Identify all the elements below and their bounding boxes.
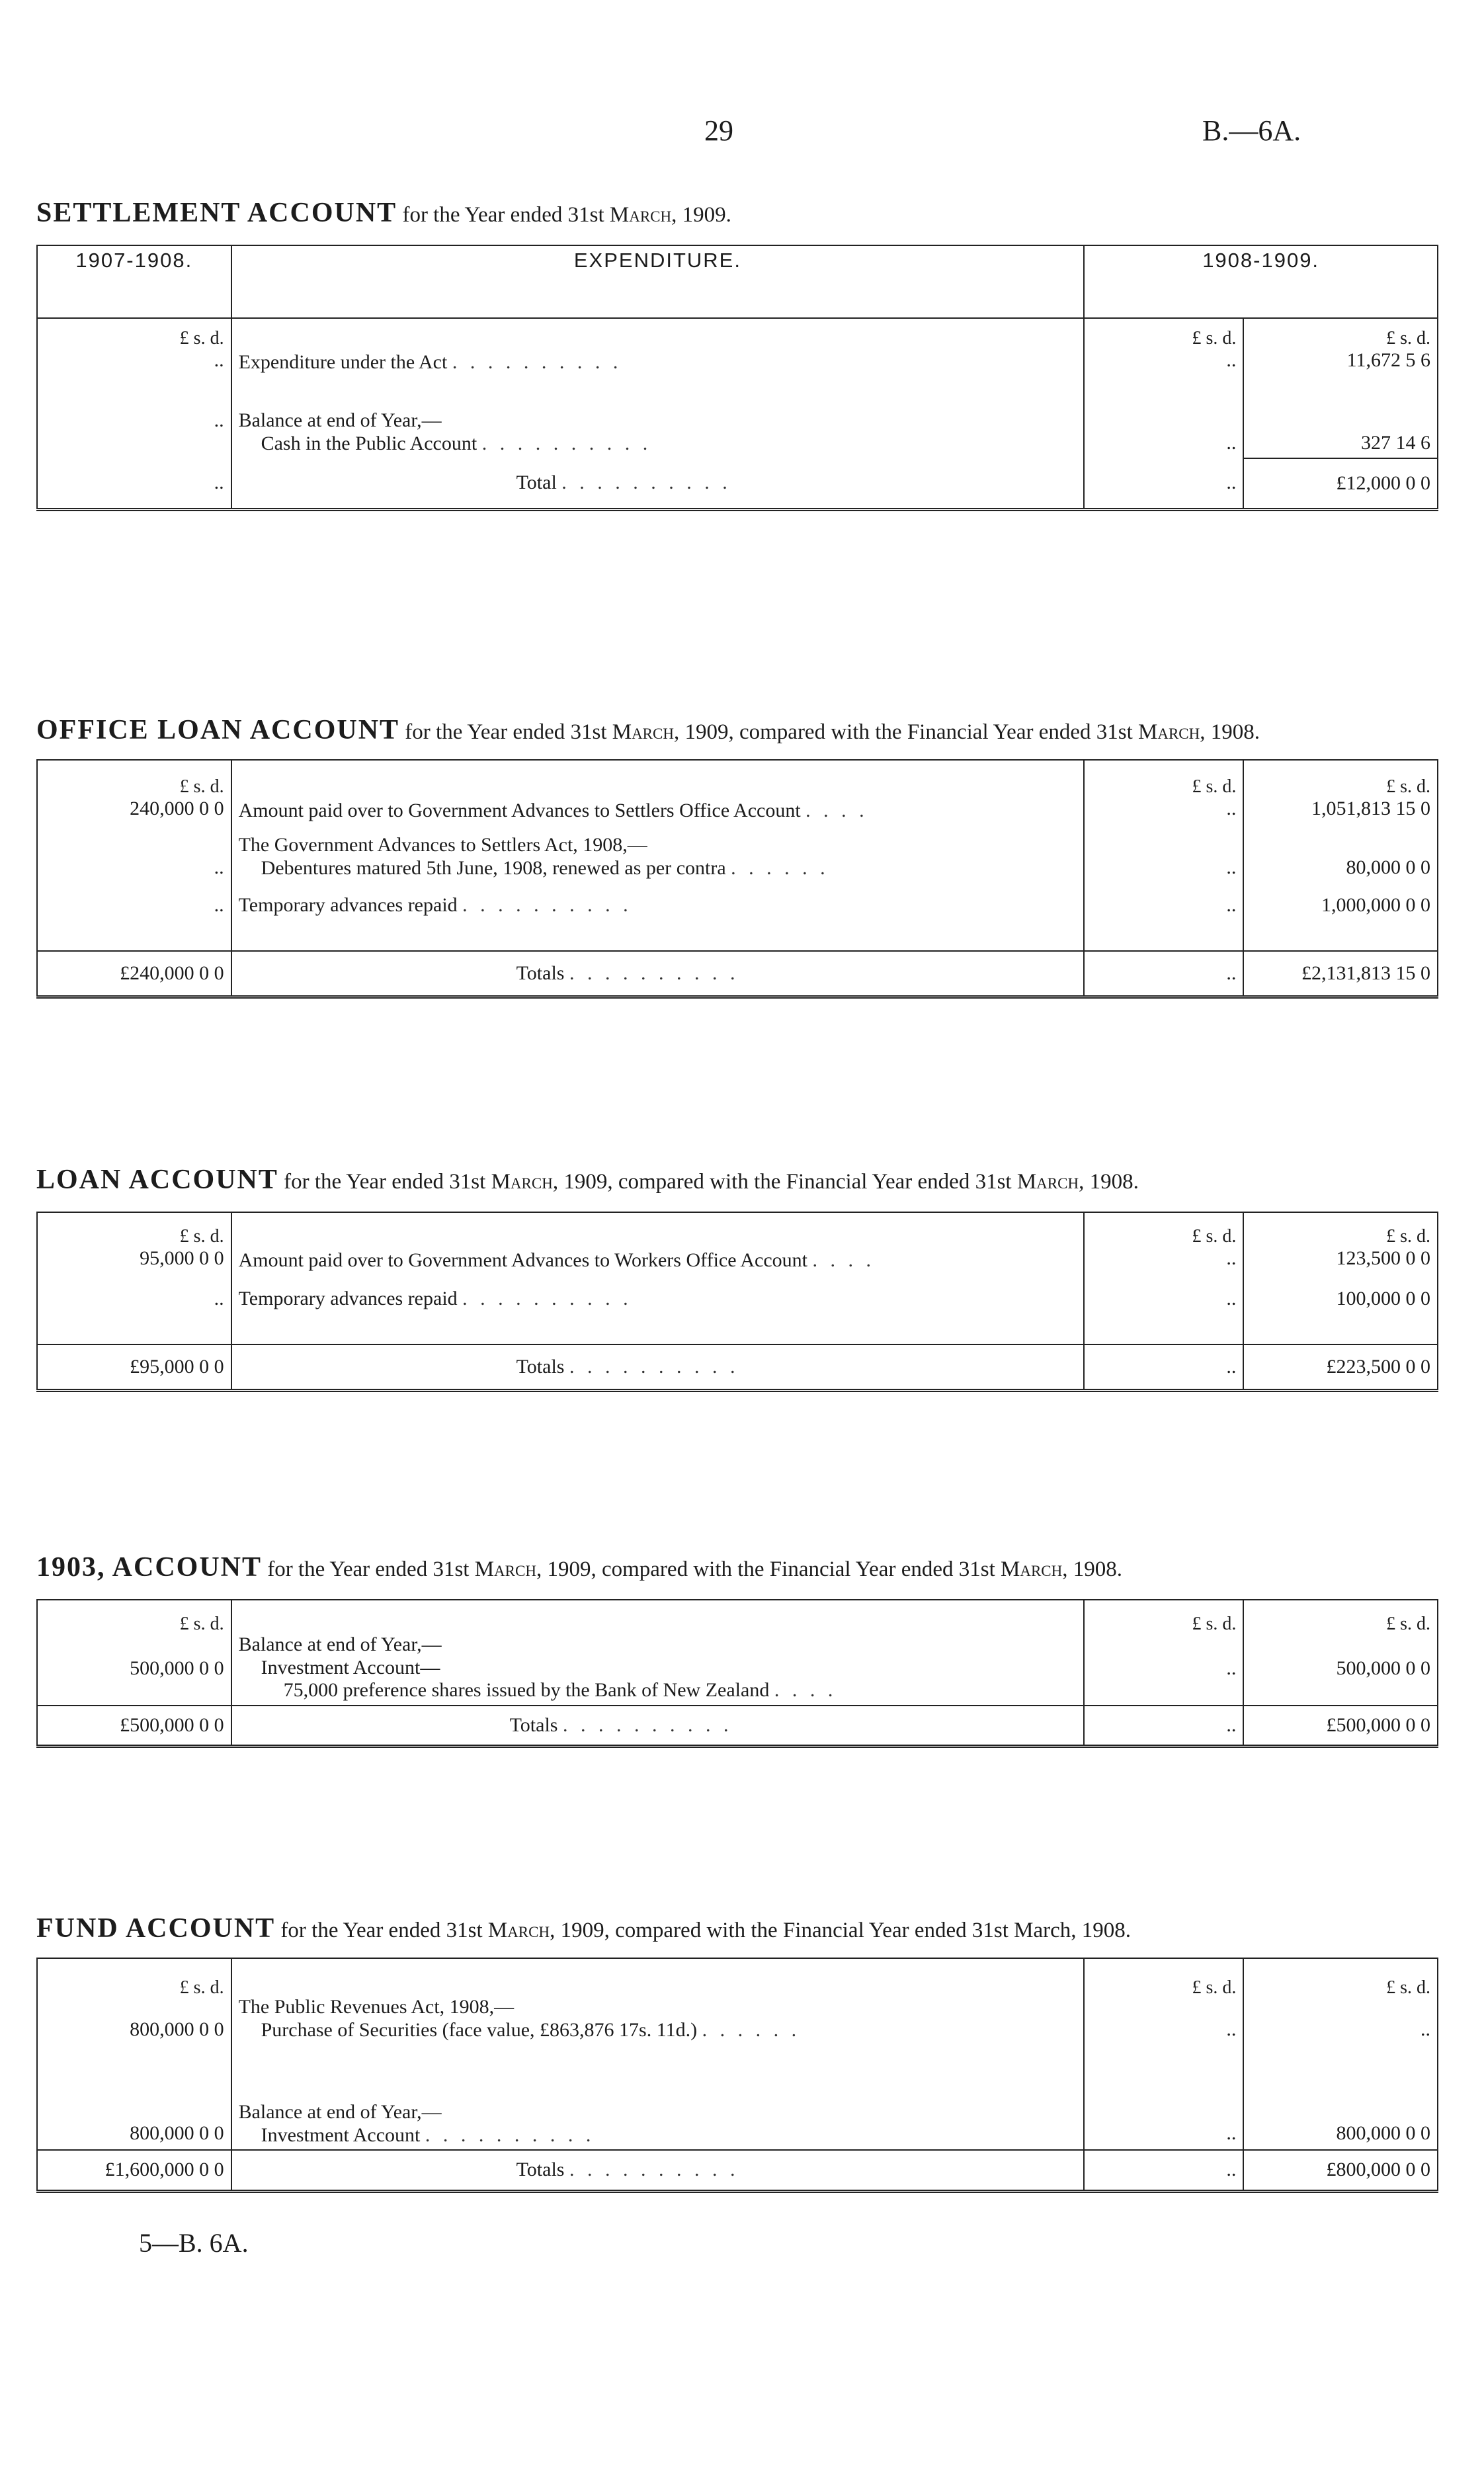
table-row: 800,000 0 0 Balance at end of Year,— Investment Account . . . . . . . . . . .. 800,000 0 0 [37, 2044, 1438, 2150]
page-number: 29 [704, 114, 733, 147]
account-1903-title: 1903, ACCOUNT for the Year ended 31st March, 1909, compared with the Financial Year ended 31st March, 1908. [36, 1552, 1122, 1583]
table-row: .. Temporary advances repaid . . . . . . . . . . .. 100,000 0 0 [37, 1274, 1438, 1344]
column-header-expenditure: EXPENDITURE. [231, 245, 1085, 318]
table-row: £95,000 0 0 Totals . . . . . . . . . . .. £223,500 0 0 [37, 1344, 1438, 1391]
table-row: £ s. d. 500,000 0 0 Balance at end of Year,— Investment Account— 75,000 preference shares issued by the Bank of New Zealand . . . . £ s. d. .. £ s. d. 500,000 0 0 [37, 1600, 1438, 1706]
settlement-account-table [36, 245, 1438, 511]
paper-reference: B.—6A. [1202, 114, 1301, 147]
office-loan-total-left: £240,000 0 0 [37, 951, 231, 997]
table-row: .. Temporary advances repaid . . . . . . . . . . .. 1,000,000 0 0 [37, 882, 1438, 951]
table-row: £240,000 0 0 Totals . . . . . . . . . . .. £2,131,813 15 0 [37, 951, 1438, 997]
table-row: £ s. d. 800,000 0 0 The Public Revenues Act, 1908,— Purchase of Securities (face value, £863,876 17s. 11d.) . . . . . . £ s. d. .. £ s. d. .. [37, 1958, 1438, 2044]
office-loan-account-table [36, 759, 1438, 999]
table-row: £1,600,000 0 0 Totals . . . . . . . . . . .. £800,000 0 0 [37, 2150, 1438, 2191]
settlement-total: £12,000 0 0 [1243, 458, 1438, 510]
loan-total-left: £95,000 0 0 [37, 1344, 231, 1391]
fund-total-right: £800,000 0 0 [1243, 2150, 1438, 2191]
table-row: .. Total . . . . . . . . . . .. £12,000 0 0 [37, 458, 1438, 510]
account-1903-table [36, 1599, 1438, 1748]
account-1903-total-right: £500,000 0 0 [1243, 1706, 1438, 1747]
sheet-signature: 5—B. 6A. [139, 2228, 249, 2258]
office-loan-total-right: £2,131,813 15 0 [1243, 951, 1438, 997]
loan-account-title: LOAN ACCOUNT for the Year ended 31st March, 1909, compared with the Financial Year ended 31st March, 1908. [36, 1165, 1139, 1195]
fund-account-table [36, 1958, 1438, 2193]
column-header-1908-1909: 1908-1909. [1084, 245, 1438, 318]
table-row: £ s. d. .. Expenditure under the Act . . . . . . . . . . £ s. d. .. £ s. d. 11,672 5 6 [37, 318, 1438, 376]
account-1903-total-left: £500,000 0 0 [37, 1706, 231, 1747]
settlement-title-bold: SETTLEMENT ACCOUNT [36, 198, 397, 228]
table-row: £500,000 0 0 Totals . . . . . . . . . . .. £500,000 0 0 [37, 1706, 1438, 1747]
fund-account-title: FUND ACCOUNT for the Year ended 31st March, 1909, compared with the Financial Year ended 31st March, 1908. [36, 1913, 1132, 1944]
office-loan-account-title: OFFICE LOAN ACCOUNT for the Year ended 31st March, 1909, compared with the Financial Year ended 31st March, 1908. [36, 715, 1260, 745]
loan-account-table [36, 1212, 1438, 1392]
table-row: £ s. d. 240,000 0 0 Amount paid over to Government Advances to Settlers Office Account . . . . £ s. d. .. £ s. d. 1,051,813 15 0 [37, 760, 1438, 825]
table-row: £ s. d. 95,000 0 0 Amount paid over to Government Advances to Workers Office Account . . . . £ s. d. .. £ s. d. 123,500 0 0 [37, 1212, 1438, 1274]
table-row: .. The Government Advances to Settlers Act, 1908,— Debentures matured 5th June, 1908, renewed as per contra . . . . . . .. 80,000 0 0 [37, 825, 1438, 882]
settlement-account-title: SETTLEMENT ACCOUNT for the Year ended 31st March, 1909. [36, 198, 731, 228]
table-row: .. Balance at end of Year,— Cash in the Public Account . . . . . . . . . . .. 327 14 6 [37, 376, 1438, 458]
fund-total-left: £1,600,000 0 0 [37, 2150, 231, 2191]
table-header-row [37, 245, 1438, 318]
loan-total-right: £223,500 0 0 [1243, 1344, 1438, 1391]
column-header-1907-1908: 1907-1908. [37, 245, 231, 318]
